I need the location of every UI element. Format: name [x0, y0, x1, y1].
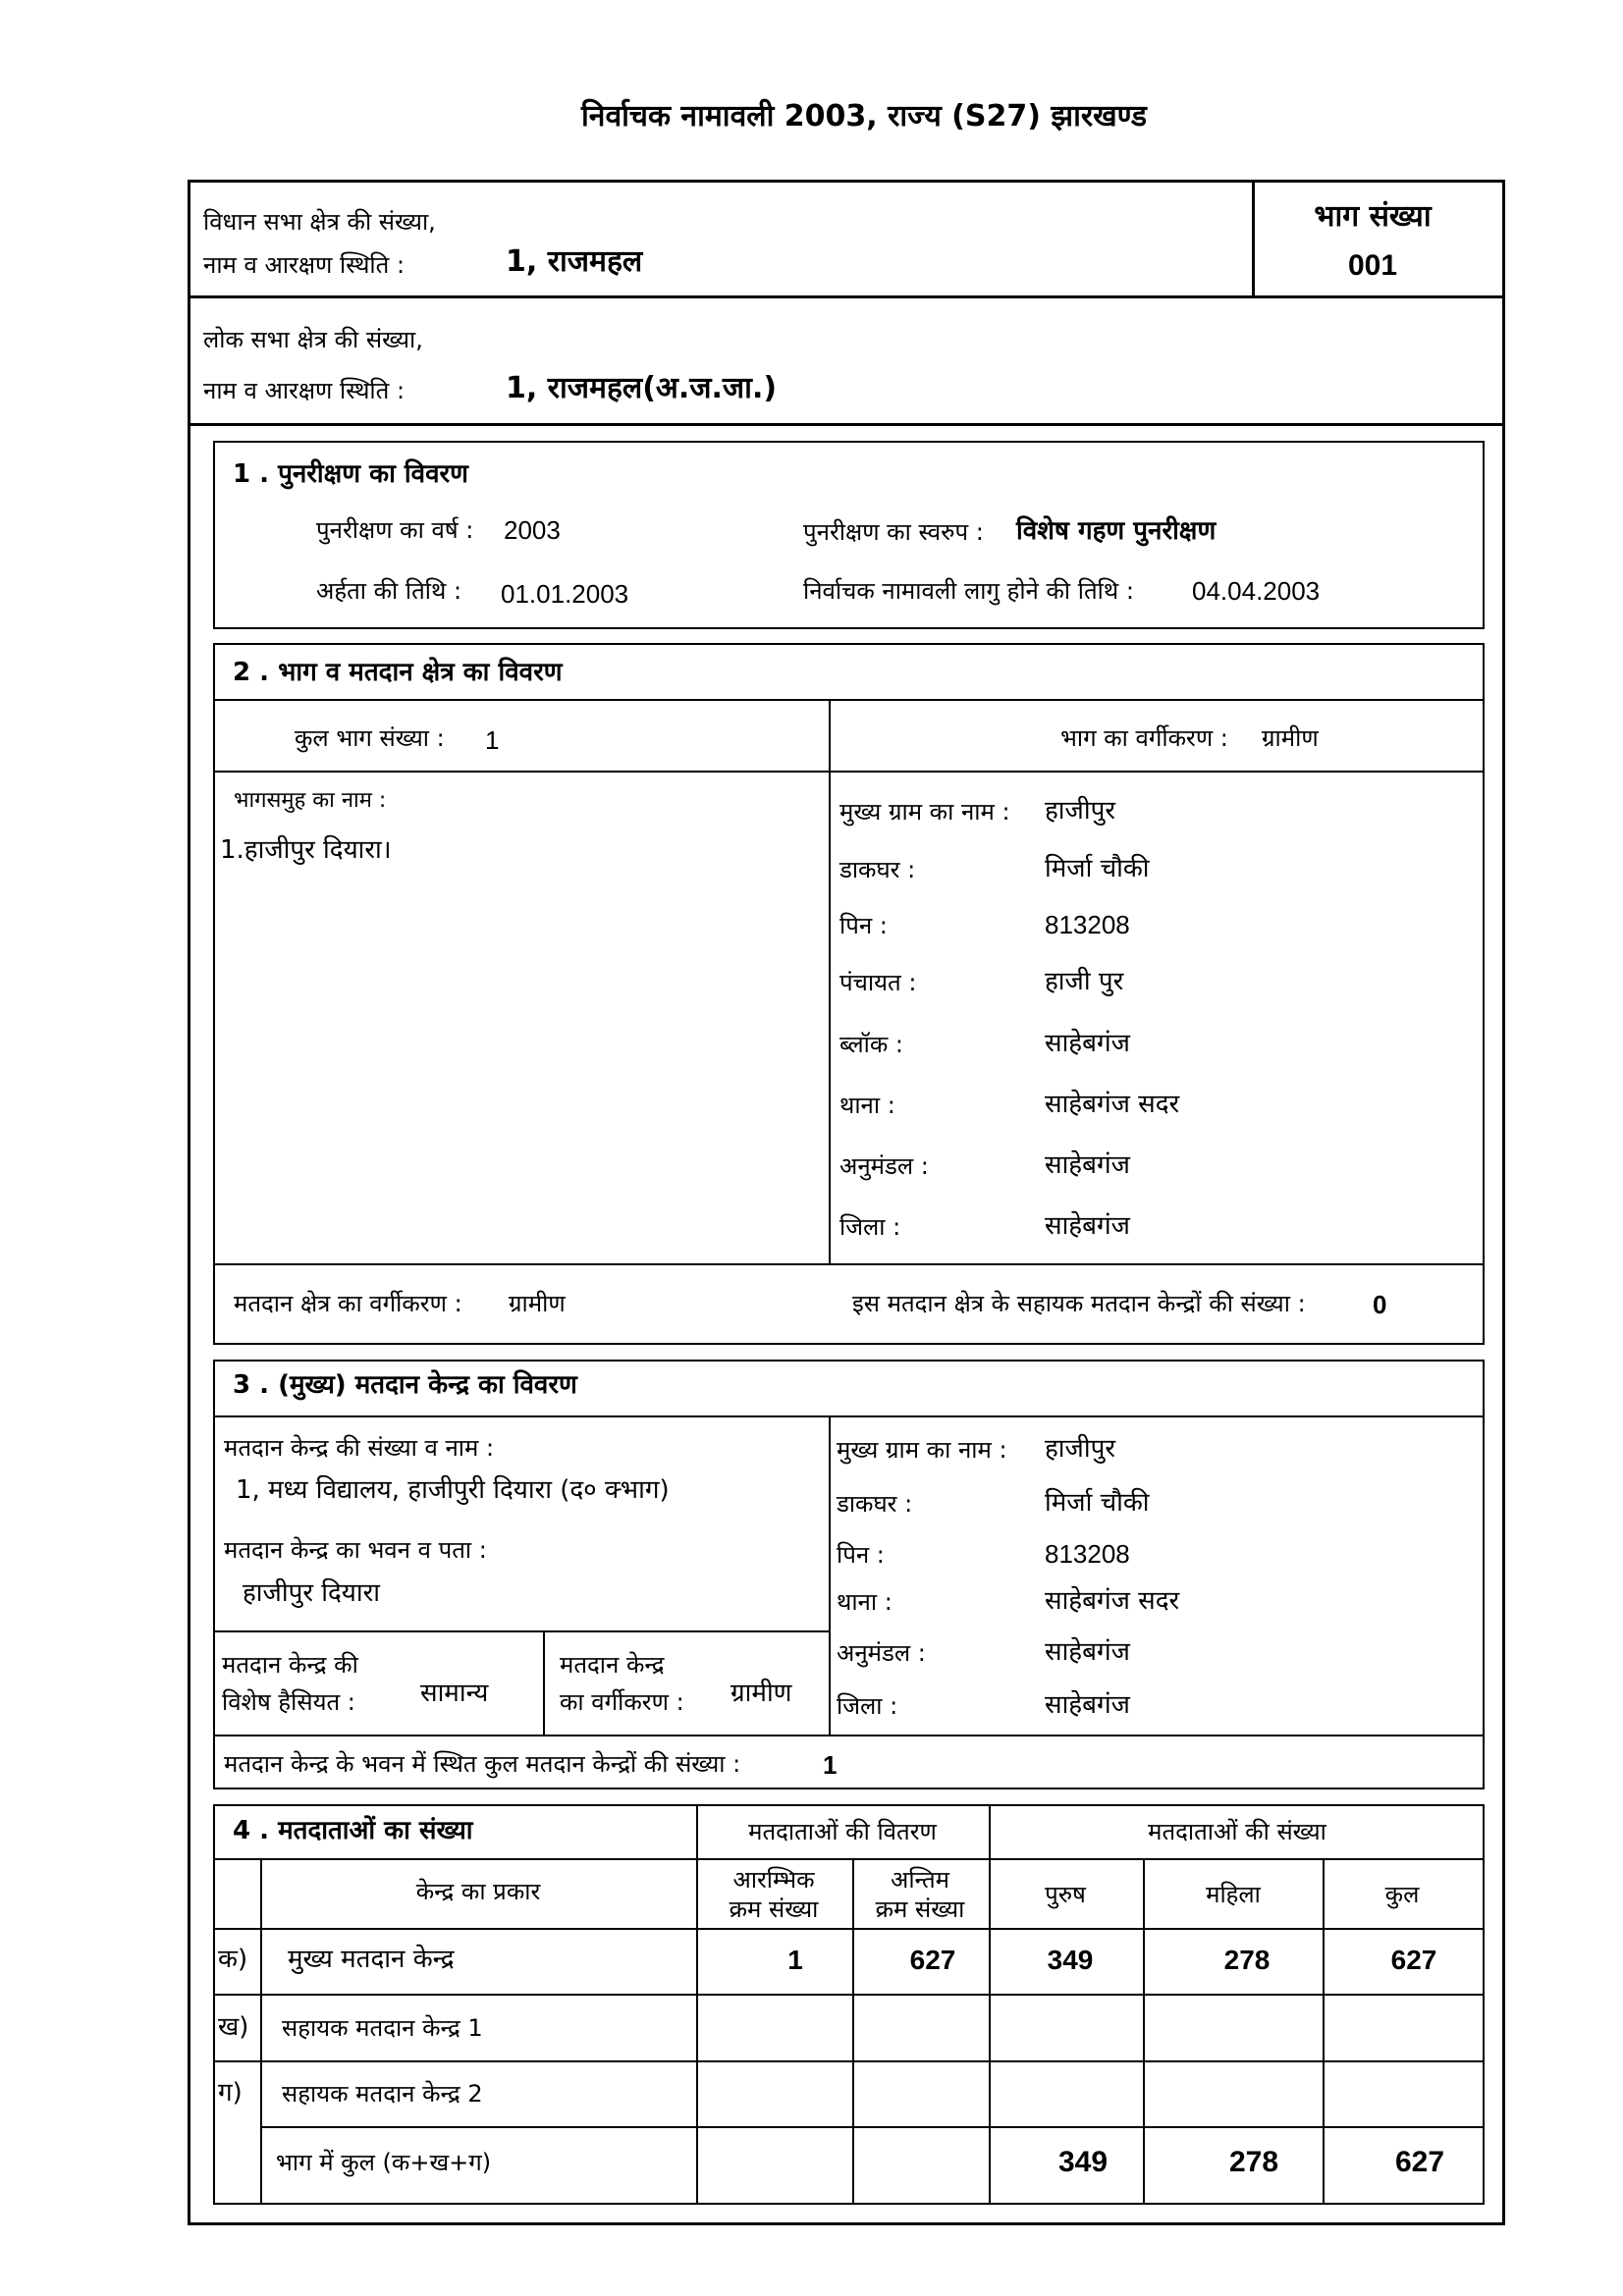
divider — [188, 423, 1505, 426]
special-status-label: मतदान केन्द्र की — [222, 1651, 358, 1679]
divider — [1143, 1858, 1145, 2205]
divider — [829, 1415, 831, 1735]
female-header: महिला — [1206, 1881, 1261, 1908]
divider — [188, 295, 1505, 298]
detail-value: साहेबगंज — [1045, 1150, 1130, 1180]
part-classification-label: भाग का वर्गीकरण : — [1060, 724, 1228, 752]
start-serial-header: क्रम संख्या — [729, 1896, 819, 1923]
detail-label: पंचायत : — [839, 969, 917, 996]
detail-value: हाजीपुर — [1045, 796, 1115, 826]
divider — [213, 699, 1485, 701]
detail-value: साहेबगंज सदर — [1045, 1090, 1180, 1119]
page-title: निर्वाचक नामावली 2003, राज्य (S27) झारखण्ड — [581, 99, 1147, 133]
station-class-label: मतदान केन्द्र — [560, 1651, 665, 1679]
detail-value: 813208 — [1045, 1539, 1130, 1569]
row-key: क) — [218, 1945, 248, 1974]
total-parts-label: कुल भाग संख्या : — [295, 724, 445, 752]
divider — [543, 1630, 545, 1735]
count-header: मतदाताओं की संख्या — [1148, 1818, 1326, 1845]
row-end-serial: 627 — [909, 1945, 956, 1975]
divider — [696, 1804, 698, 2205]
end-serial-header: क्रम संख्या — [875, 1896, 965, 1923]
divider — [213, 1630, 830, 1632]
assembly-label: विधान सभा क्षेत्र की संख्या, — [203, 208, 436, 236]
building-label: मतदान केन्द्र का भवन व पता : — [224, 1536, 487, 1564]
start-serial-header: आरम्भिक — [732, 1866, 815, 1894]
revision-year-value: 2003 — [504, 515, 561, 545]
grand-total-female: 278 — [1228, 2146, 1279, 2178]
divider — [1323, 1858, 1325, 2205]
divider — [260, 1858, 262, 2205]
lok-sabha-label: नाम व आरक्षण स्थिति : — [203, 377, 406, 404]
detail-value: साहेबगंज सदर — [1045, 1586, 1180, 1616]
detail-label: पिन : — [839, 912, 888, 939]
detail-label: थाना : — [839, 1092, 895, 1119]
special-status-value: सामान्य — [420, 1679, 489, 1708]
divider — [213, 771, 1485, 773]
detail-value: मिर्जा चौकी — [1045, 854, 1150, 883]
section-1-heading: 1 . पुनरीक्षण का विवरण — [233, 459, 468, 489]
lok-sabha-label: लोक सभा क्षेत्र की संख्या, — [203, 326, 423, 353]
divider — [213, 2060, 1485, 2062]
row-female: 278 — [1223, 1945, 1271, 1975]
grand-total-total: 627 — [1394, 2146, 1445, 2178]
detail-value: हाजी पुर — [1045, 967, 1124, 996]
divider — [213, 1994, 1485, 1996]
station-class-value: ग्रामीण — [730, 1679, 792, 1708]
section-3-box — [213, 1360, 1485, 1789]
detail-label: जिला : — [837, 1692, 898, 1720]
building-station-count-value: 1 — [823, 1750, 838, 1780]
station-name-value: 1, मध्य विद्यालय, हाजीपुरी दियारा (द० क्भाग) — [236, 1475, 670, 1505]
divider — [213, 1263, 1485, 1265]
qualifying-date-label: अर्हता की तिथि : — [316, 577, 462, 605]
revision-type-label: पुनरीक्षण का स्वरुप : — [803, 518, 984, 546]
detail-label: डाकघर : — [837, 1490, 913, 1518]
detail-value: 813208 — [1045, 910, 1130, 939]
row-key: ग) — [218, 2078, 243, 2108]
detail-value: साहेबगंज — [1045, 1029, 1130, 1058]
section-2-heading: 2 . भाग व मतदान क्षेत्र का विवरण — [233, 658, 563, 687]
effective-date-label: निर्वाचक नामावली लागु होने की तिथि : — [803, 577, 1134, 605]
row-total: 627 — [1390, 1945, 1437, 1975]
row-centre-type: सहायक मतदान केन्द्र 1 — [282, 2014, 483, 2042]
building-value: हाजीपुर दियारा — [243, 1578, 380, 1608]
end-serial-header: अन्तिम — [891, 1866, 949, 1894]
part-classification-value: ग्रामीण — [1262, 724, 1319, 752]
assembly-label: नाम व आरक्षण स्थिति : — [203, 251, 406, 279]
part-group-value: 1.हाजीपुर दियारा। — [220, 835, 392, 865]
row-male: 349 — [1047, 1945, 1094, 1975]
divider — [213, 1928, 1485, 1930]
detail-label: मुख्य ग्राम का नाम : — [839, 798, 1010, 826]
part-number-label: भाग संख्या — [1314, 199, 1432, 234]
row-key: ख) — [218, 2012, 249, 2042]
detail-label: डाकघर : — [839, 856, 916, 883]
station-name-label: मतदान केन्द्र की संख्या व नाम : — [224, 1434, 495, 1462]
section-3-heading: 3 . (मुख्य) मतदान केन्द्र का विवरण — [233, 1370, 577, 1400]
divider — [852, 1858, 854, 2205]
detail-label: पिन : — [837, 1541, 885, 1569]
part-group-label: भागसमुह का नाम : — [234, 788, 387, 813]
revision-type-value: विशेष गहण पुनरीक्षण — [1016, 516, 1217, 546]
divider — [1252, 180, 1255, 297]
detail-value: हाजीपुर — [1045, 1434, 1115, 1464]
total-parts-value: 1 — [485, 725, 500, 755]
detail-label: मुख्य ग्राम का नाम : — [837, 1436, 1007, 1464]
divider — [213, 1415, 1485, 1417]
grand-total-male: 349 — [1057, 2146, 1109, 2178]
distribution-header: मतदाताओं की वितरण — [748, 1818, 937, 1845]
centre-type-header: केन्द्र का प्रकार — [415, 1878, 541, 1905]
effective-date-value: 04.04.2003 — [1192, 576, 1321, 606]
detail-value: साहेबगंज — [1045, 1211, 1130, 1241]
detail-label: जिला : — [839, 1213, 901, 1241]
detail-label: अनुमंडल : — [837, 1639, 926, 1667]
detail-value: साहेबगंज — [1045, 1690, 1130, 1720]
detail-label: ब्लॉक : — [839, 1031, 903, 1058]
part-number-value: 001 — [1347, 249, 1398, 282]
divider — [213, 1735, 1485, 1736]
detail-value: साहेबगंज — [1045, 1637, 1130, 1667]
row-centre-type: मुख्य मतदान केन्द्र — [288, 1945, 455, 1974]
row-centre-type: सहायक मतदान केन्द्र 2 — [282, 2080, 483, 2108]
section-4-heading: 4 . मतदाताओं का संख्या — [233, 1816, 473, 1845]
divider — [260, 2126, 1485, 2128]
special-status-label: विशेष हैसियत : — [222, 1688, 355, 1716]
divider — [989, 1804, 991, 2205]
detail-label: अनुमंडल : — [839, 1152, 929, 1180]
area-classification-value: ग्रामीण — [509, 1290, 566, 1317]
divider — [213, 1858, 1485, 1860]
building-station-count-label: मतदान केन्द्र के भवन में स्थित कुल मतदान केन्द्रों की संख्या : — [224, 1750, 741, 1778]
detail-label: थाना : — [837, 1588, 893, 1616]
male-header: पुरुष — [1045, 1881, 1086, 1908]
divider — [829, 699, 831, 1264]
detail-value: मिर्जा चौकी — [1045, 1488, 1150, 1518]
aux-station-count-label: इस मतदान क्षेत्र के सहायक मतदान केन्द्रों की संख्या : — [852, 1290, 1306, 1317]
qualifying-date-value: 01.01.2003 — [501, 579, 629, 609]
revision-year-label: पुनरीक्षण का वर्ष : — [316, 516, 474, 544]
total-header: कुल — [1384, 1881, 1420, 1908]
section-4-table — [213, 1804, 1485, 2205]
assembly-value: 1, राजमहल — [506, 244, 643, 279]
station-class-label: का वर्गीकरण : — [560, 1688, 684, 1716]
grand-total-label: भाग में कुल (क+ख+ग) — [276, 2149, 492, 2176]
aux-station-count-value: 0 — [1373, 1290, 1387, 1319]
lok-sabha-value: 1, राजमहल(अ.ज.जा.) — [506, 371, 778, 405]
row-start-serial: 1 — [787, 1945, 803, 1975]
area-classification-label: मतदान क्षेत्र का वर्गीकरण : — [234, 1290, 462, 1317]
